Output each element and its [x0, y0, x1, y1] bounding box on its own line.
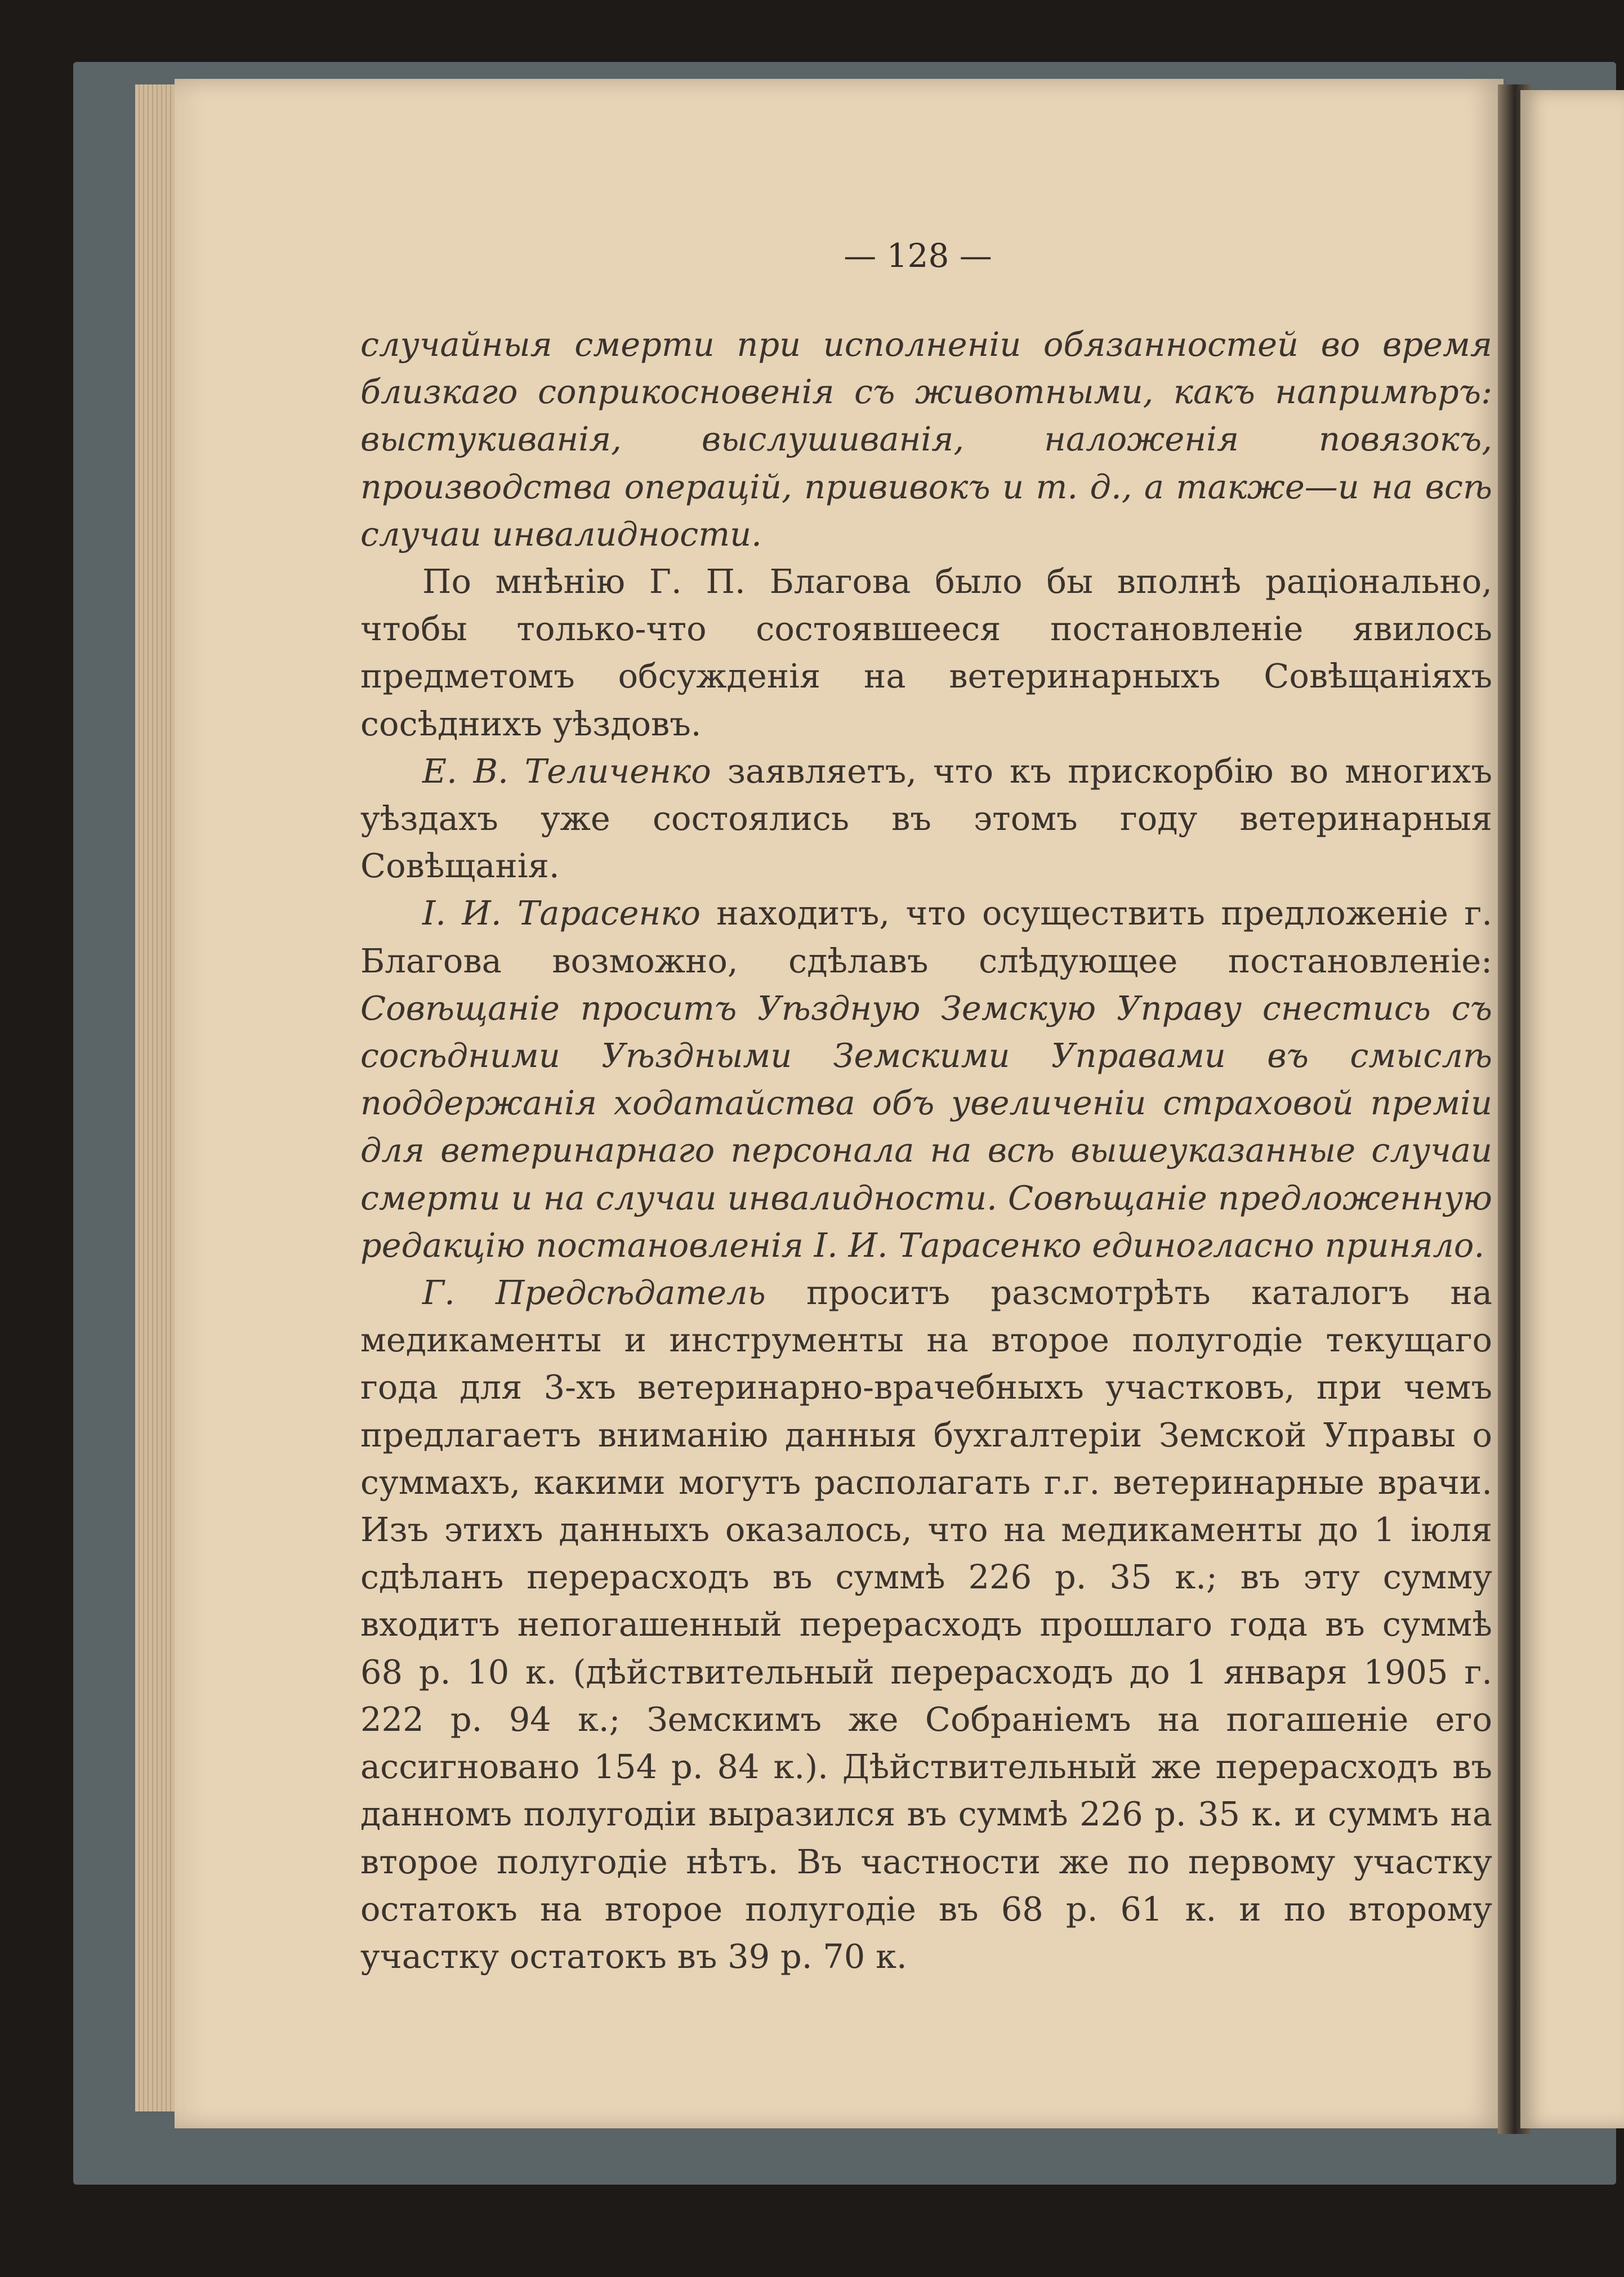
text-segment: По мнѣнію Г. П. Благова было бы вполнѣ раціонально, чтобы только-что состоявшееся постановленіе явилось предметомъ обсужденія на ветеринарныхъ Совѣщаніяхъ сосѣднихъ уѣздовъ. — [360, 562, 1492, 743]
italic-text-segment: Совѣщаніе проситъ Уѣздную Земскую Управу снестись съ сосѣдними Уѣздными Земскими Управами въ смыслѣ поддержанія ходатайства объ увеличеніи страховой преміи для ветеринарнаго персонала на всѣ вышеуказанные случаи смерти и на случаи инвалидности. Совѣщаніе предложенную редакцію постановленія І. И. Тарасенко единогласно приняло. — [360, 988, 1492, 1265]
paragraph — [360, 748, 1492, 890]
paragraph — [360, 321, 1492, 558]
paragraph — [360, 890, 1492, 1269]
facing-page — [1520, 90, 1624, 2128]
italic-text-segment: Г. Предсѣдатель — [422, 1273, 766, 1312]
italic-text-segment: І. И. Тарасенко — [422, 894, 701, 933]
page-number: — 128 — — [844, 236, 992, 275]
text-segment: находитъ, что осуществить предложеніе г. Благова возможно, сдѣлавъ слѣдующее постановленіе: — [360, 894, 1492, 980]
italic-text-segment: случайныя смерти при исполненіи обязанностей во время близкаго соприкосновенія съ животными, какъ напримѣръ: выстукиванія, выслушиванія, наложенія повязокъ, производства операцій, прививокъ и т. д., а также—и на всѣ случаи инвалидности. — [360, 325, 1492, 553]
text-segment: заявляетъ, что къ прискорбію во многихъ уѣздахъ уже состоялись въ этомъ году ветеринарныя Совѣщанія. — [360, 751, 1492, 886]
paragraph — [360, 1269, 1492, 1980]
text-segment: проситъ разсмотрѣть каталогъ на медикаменты и инструменты на второе полугодіе текущаго года для 3-хъ ветеринарно-врачебныхъ участковъ, при чемъ предлагаетъ вниманію данныя бухгалтеріи Земской Управы о суммахъ, какими могутъ располагать г.г. ветеринарные врачи. Изъ этихъ данныхъ оказалось, что на медикаменты до 1 іюля сдѣланъ перерасходъ въ суммѣ 226 р. 35 к.; въ эту сумму входитъ непогашенный перерасходъ прошлаго года въ суммѣ 68 р. 10 к. (дѣйствительный перерасходъ до 1 января 1905 г. 222 р. 94 к.; Земскимъ же Собраніемъ на погашеніе его ассигновано 154 р. 84 к.). Дѣйствительный же перерасходъ въ данномъ полугодіи выразился въ суммѣ 226 р. 35 к. и суммъ на второе полугодіе нѣтъ. Въ частности же по первому участку остатокъ на второе полугодіе въ 68 р. 61 к. и по второму участку остатокъ въ 39 р. 70 к. — [360, 1273, 1492, 1976]
paragraph — [360, 558, 1492, 748]
page-body-text — [360, 321, 1492, 1980]
italic-text-segment: Е. В. Теличенко — [422, 751, 711, 791]
